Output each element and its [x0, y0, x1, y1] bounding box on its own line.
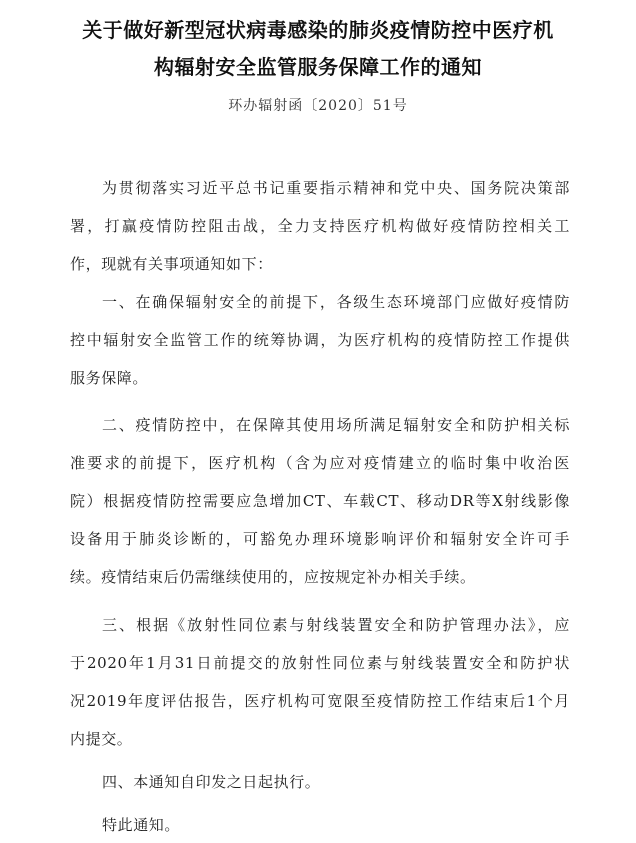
- document-title-line-2: 构辐射安全监管服务保障工作的通知: [154, 55, 482, 79]
- body-line: 控中辐射安全监管工作的统筹协调，为医疗机构的疫情防控工作提供: [70, 331, 570, 349]
- body-line: 准要求的前提下，医疗机构（含为应对疫情建立的临时集中收治医: [70, 454, 570, 472]
- closing-line: 特此通知。: [102, 816, 181, 834]
- body-line: 于2020年1月31日前提交的放射性同位素与射线装置安全和防护状: [70, 654, 570, 672]
- document-title-line-1: 关于做好新型冠状病毒感染的肺炎疫情防控中医疗机: [82, 18, 554, 42]
- document-number: 环办辐射函〔2020〕51号: [228, 98, 408, 114]
- body-line: 服务保障。: [70, 369, 149, 387]
- body-line: 署，打赢疫情防控阻击战，全力支持医疗机构做好疫情防控相关工: [70, 217, 570, 235]
- body-line: 院）根据疫情防控需要应急增加CT、车载CT、移动DR等X射线影像: [70, 492, 570, 510]
- body-line: 四、本通知自印发之日起执行。: [102, 773, 321, 791]
- body-line: 一、在确保辐射安全的前提下，各级生态环境部门应做好疫情防: [102, 293, 570, 311]
- body-line: 三、根据《放射性同位素与射线装置安全和防护管理办法》，应: [102, 616, 570, 634]
- body-line: 续。疫情结束后仍需继续使用的，应按规定补办相关手续。: [70, 568, 476, 586]
- body-line: 内提交。: [70, 730, 133, 748]
- body-line: 况2019年度评估报告，医疗机构可宽限至疫情防控工作结束后1个月: [70, 692, 570, 710]
- body-line: 作，现就有关事项通知如下：: [70, 255, 273, 273]
- body-line: 为贯彻落实习近平总书记重要指示精神和党中央、国务院决策部: [102, 179, 570, 197]
- body-line: 设备用于肺炎诊断的，可豁免办理环境影响评价和辐射安全许可手: [70, 530, 570, 548]
- body-line: 二、疫情防控中，在保障其使用场所满足辐射安全和防护相关标: [102, 416, 570, 434]
